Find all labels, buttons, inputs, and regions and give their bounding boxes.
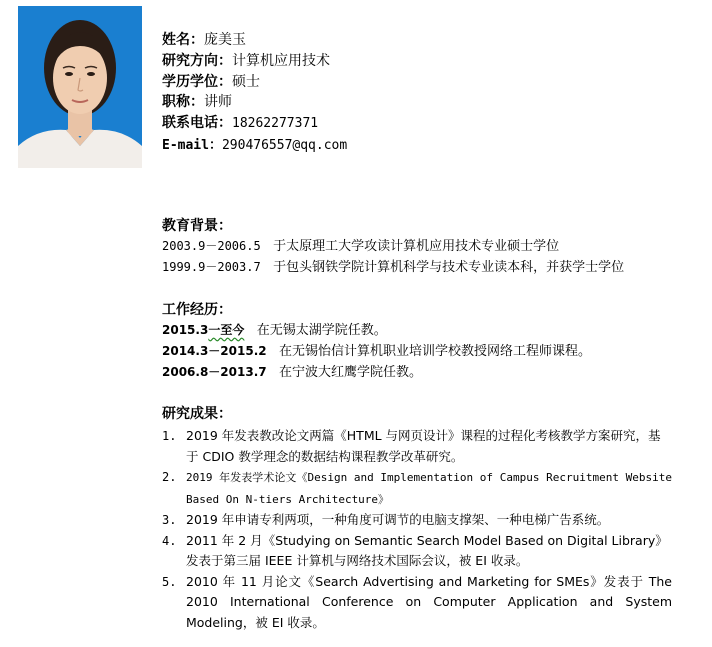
list-number: 3. (162, 513, 177, 527)
list-number: 5. (162, 574, 177, 589)
work-title: 工作经历： (162, 302, 232, 318)
degree-label: 学历学位： (162, 73, 232, 90)
phone-row (162, 113, 347, 135)
work-text: 在无锡太湖学院任教。 (256, 323, 387, 338)
result-text: 2019 年发表教改论文两篇《HTML 与网页设计》课程的过程化考核教学方案研究，基于 CDIO 教学理念的数据结构课程教学改革研究。 (186, 428, 661, 464)
work-item (162, 362, 591, 383)
research-row (162, 51, 347, 72)
email-row (162, 135, 347, 157)
education-section (162, 216, 624, 278)
name-label: 姓名： (162, 32, 204, 48)
list-item (162, 531, 672, 572)
list-number: 4. (162, 533, 177, 548)
title-value: 讲师 (204, 94, 232, 111)
education-text: 于太原理工大学攻读计算机应用技术专业硕士学位 (273, 239, 560, 254)
work-dates: 2014.3－2015.2 (162, 344, 267, 358)
list-item (162, 510, 672, 531)
portrait-photo (18, 6, 142, 168)
email-value: 290476557@qq.com (221, 137, 348, 153)
name-value: 庞美玉 (204, 32, 246, 48)
results-section (162, 404, 672, 633)
research-label: 研究方向： (162, 52, 232, 69)
result-text: 2019 年发表学术论文《Design and Implementation of Campus Recruitment Website Based On N-tiers Architecture》 (186, 471, 672, 506)
title-label: 职称： (162, 94, 204, 111)
name-row (162, 30, 347, 51)
degree-row (162, 72, 347, 93)
list-number: 1. (162, 429, 177, 443)
results-title: 研究成果： (162, 406, 232, 422)
list-number: 2. (162, 470, 177, 484)
education-title: 教育背景： (162, 218, 232, 234)
degree-value: 硕士 (232, 73, 260, 90)
list-item (162, 572, 672, 634)
work-dates: 2006.8－2013.7 (162, 365, 267, 379)
work-dates: 2015.3 (162, 323, 209, 337)
work-text: 在宁波大红鹰学院任教。 (279, 365, 423, 380)
email-label: E-mail： (162, 137, 222, 153)
results-list (162, 426, 672, 633)
result-text: 2019 年申请专利两项，一种角度可调节的电脑支撑架、一种电梯广告系统。 (186, 512, 610, 527)
phone-label: 联系电话： (162, 115, 232, 132)
title-row (162, 92, 347, 113)
result-text: 2011 年 2 月《Studying on Semantic Search Model Based on Digital Library》发表于第三届 IEEE 计算机与网络技术国际会议，被 EI 收录。 (186, 532, 668, 568)
work-item (162, 320, 591, 341)
phone-value: 18262277371 (232, 116, 319, 132)
profile-info (162, 30, 347, 157)
education-item (162, 236, 624, 257)
work-section (162, 300, 591, 383)
education-item (162, 257, 624, 278)
list-item (162, 467, 672, 510)
list-item (162, 426, 672, 467)
portrait-icon (18, 6, 142, 168)
education-text: 于包头钢铁学院计算机科学与技术专业读本科，并获学士学位 (273, 260, 625, 275)
research-value: 计算机应用技术 (232, 52, 330, 69)
work-dates-suffix: 一至今 (208, 323, 245, 337)
education-dates: 2003.9－2006.5 (162, 239, 261, 253)
work-item (162, 341, 591, 362)
education-dates: 1999.9－2003.7 (162, 260, 261, 274)
work-text: 在无锡怡信计算机职业培训学校教授网络工程师课程。 (279, 344, 592, 359)
result-text: 2010 年 11 月论文《Search Advertising and Marketing for SMEs》发表于 The 2010 International Conference on Computer Application and System Modeling，被 EI 收录。 (186, 573, 672, 630)
